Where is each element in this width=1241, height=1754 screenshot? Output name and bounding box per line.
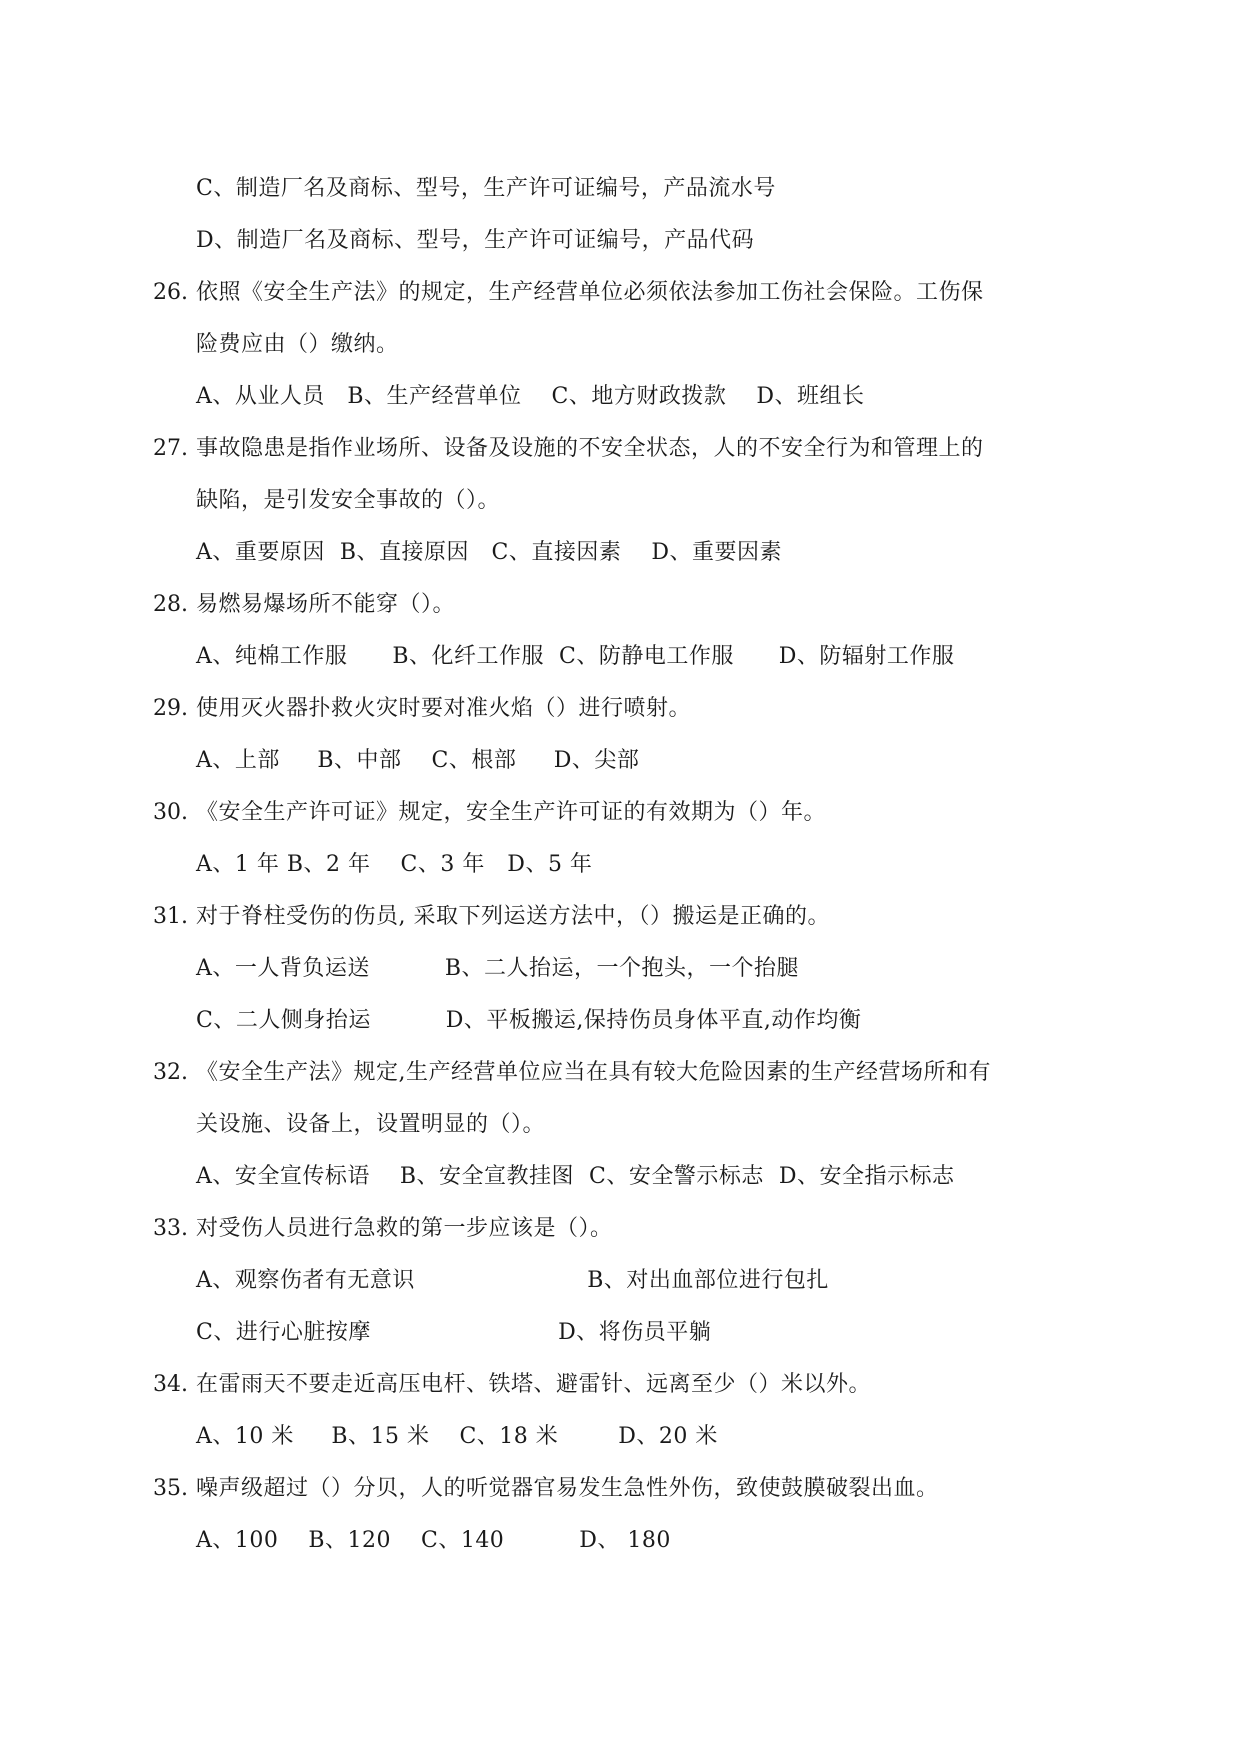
options-26: A、从业人员 B、生产经营单位 C、地方财政拨款 D、班组长 bbox=[196, 384, 865, 409]
options-32: A、安全宣传标语 B、安全宣教挂图 C、安全警示标志 D、安全指示标志 bbox=[196, 1164, 955, 1189]
question-text-27: 事故隐患是指作业场所、设备及设施的不安全状态，人的不安全行为和管理上的 bbox=[196, 436, 984, 461]
question-text-27-cont: 缺陷，是引发安全事故的（）。 bbox=[196, 488, 501, 513]
question-number-27: 27. bbox=[153, 436, 188, 461]
line-opt-d-25: D、制造厂名及商标、型号，生产许可证编号，产品代码 bbox=[196, 228, 755, 253]
options-28: A、纯棉工作服 B、化纤工作服 C、防静电工作服 D、防辐射工作服 bbox=[196, 644, 955, 669]
question-text-30: 《安全生产许可证》规定，安全生产许可证的有效期为（）年。 bbox=[196, 800, 827, 825]
question-text-28: 易燃易爆场所不能穿（）。 bbox=[196, 592, 456, 617]
options-29: A、上部 B、中部 C、根部 D、尖部 bbox=[196, 748, 640, 773]
options-27: A、重要原因 B、直接原因 C、直接因素 D、重要因素 bbox=[196, 540, 782, 565]
question-text-34: 在雷雨天不要走近高压电杆、铁塔、避雷针、远离至少（）米以外。 bbox=[196, 1372, 872, 1397]
question-text-29: 使用灭火器扑救火灾时要对准火焰（）进行喷射。 bbox=[196, 696, 692, 721]
question-text-26-cont: 险费应由（）缴纳。 bbox=[196, 332, 399, 357]
question-text-26: 依照《安全生产法》的规定，生产经营单位必须依法参加工伤社会保险。工伤保 bbox=[196, 280, 984, 305]
options-30: A、1 年 B、2 年 C、3 年 D、5 年 bbox=[196, 852, 593, 877]
question-number-32: 32. bbox=[153, 1060, 188, 1085]
options-33-cd: C、进行心脏按摩 D、将伤员平躺 bbox=[196, 1320, 712, 1345]
question-text-31: 对于脊柱受伤的伤员, 采取下列运送方法中，（）搬运是正确的。 bbox=[196, 904, 830, 929]
question-text-32-cont: 关设施、设备上，设置明显的（）。 bbox=[196, 1112, 546, 1137]
question-number-31: 31. bbox=[153, 904, 188, 929]
question-text-35: 噪声级超过（）分贝，人的听觉器官易发生急性外伤，致使鼓膜破裂出血。 bbox=[196, 1476, 939, 1501]
question-number-30: 30. bbox=[153, 800, 188, 825]
question-text-32: 《安全生产法》规定,生产经营单位应当在具有较大危险因素的生产经营场所和有 bbox=[196, 1060, 991, 1085]
line-opt-c-25: C、制造厂名及商标、型号，生产许可证编号，产品流水号 bbox=[196, 176, 776, 201]
question-number-34: 34. bbox=[153, 1372, 188, 1397]
question-number-28: 28. bbox=[153, 592, 188, 617]
question-number-35: 35. bbox=[153, 1476, 188, 1501]
options-34: A、10 米 B、15 米 C、18 米 D、20 米 bbox=[196, 1424, 718, 1449]
question-number-26: 26. bbox=[153, 280, 188, 305]
question-text-33: 对受伤人员进行急救的第一步应该是（）。 bbox=[196, 1216, 613, 1241]
options-33-ab: A、观察伤者有无意识 B、对出血部位进行包扎 bbox=[196, 1268, 829, 1293]
options-35: A、100 B、120 C、140 D、 180 bbox=[196, 1528, 671, 1553]
options-31-cd: C、二人侧身抬运 D、平板搬运,保持伤员身体平直,动作均衡 bbox=[196, 1008, 862, 1033]
question-number-33: 33. bbox=[153, 1216, 188, 1241]
options-31-ab: A、一人背负运送 B、二人抬运，一个抱头，一个抬腿 bbox=[196, 956, 799, 981]
question-number-29: 29. bbox=[153, 696, 188, 721]
